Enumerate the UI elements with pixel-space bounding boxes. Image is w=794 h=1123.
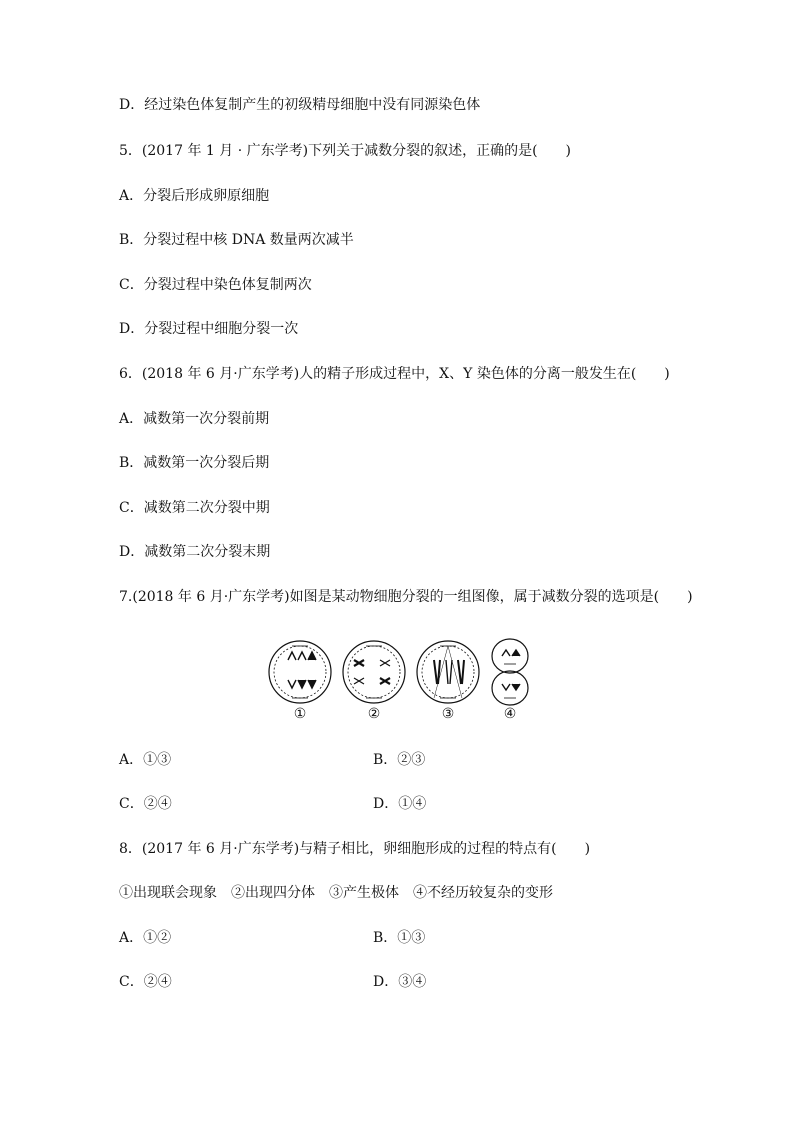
question-8-option-a: A．①② [119,930,172,946]
cell-4-label: ④ [503,706,517,722]
cell-2-drawing [343,641,405,703]
cell-2-label: ② [367,706,381,722]
question-5-option-b: B．分裂过程中核 DNA 数量两次减半 [119,232,354,248]
cell-3-drawing [417,641,479,703]
question-5-option-c: C．分裂过程中染色体复制两次 [119,277,312,293]
cell-1-label: ① [293,706,307,722]
question-8-option-d: D．③④ [373,974,427,990]
question-7-option-a: A．①③ [119,752,172,768]
question-7-option-b: B．②③ [373,752,426,768]
question-8-stem: 8．(2017 年 6 月·广东学考)与精子相比，卵细胞形成的过程的特点有( ) [119,841,591,857]
cell-4-drawing [492,639,528,705]
question-7-option-d: D．①④ [373,796,427,812]
question-7-stem: 7.(2018 年 6 月·广东学考)如图是某动物细胞分裂的一组图像，属于减数分裂的选项是( ) [119,589,693,605]
question-6-option-a: A．减数第一次分裂前期 [119,411,270,427]
question-7-option-c: C．②④ [119,796,172,812]
question-6-option-b: B．减数第一次分裂后期 [119,455,270,471]
question-5-option-a: A．分裂后形成卵原细胞 [119,188,270,204]
question-8-statements: ①出现联会现象 ②出现四分体 ③产生极体 ④不经历较复杂的变形 [119,885,553,901]
cell-1-drawing [269,641,331,703]
question-8-option-c: C．②④ [119,974,172,990]
question-6-stem: 6．(2018 年 6 月·广东学考)人的精子形成过程中，X、Y 染色体的分离一般发生在( ) [119,366,670,382]
question-5-stem: 5．(2017 年 1 月 · 广东学考)下列关于减数分裂的叙述，正确的是( ) [119,143,571,159]
cell-division-figure [262,638,532,726]
question-6-option-d: D．减数第二次分裂末期 [119,544,271,560]
question-8-option-b: B．①③ [373,930,426,946]
question-6-option-c: C．减数第二次分裂中期 [119,500,270,516]
question-4-option-d: D．经过染色体复制产生的初级精母细胞中没有同源染色体 [119,97,481,113]
question-5-option-d: D．分裂过程中细胞分裂一次 [119,321,299,337]
cell-3-label: ③ [441,706,455,722]
cell-division-diagram [262,638,532,708]
